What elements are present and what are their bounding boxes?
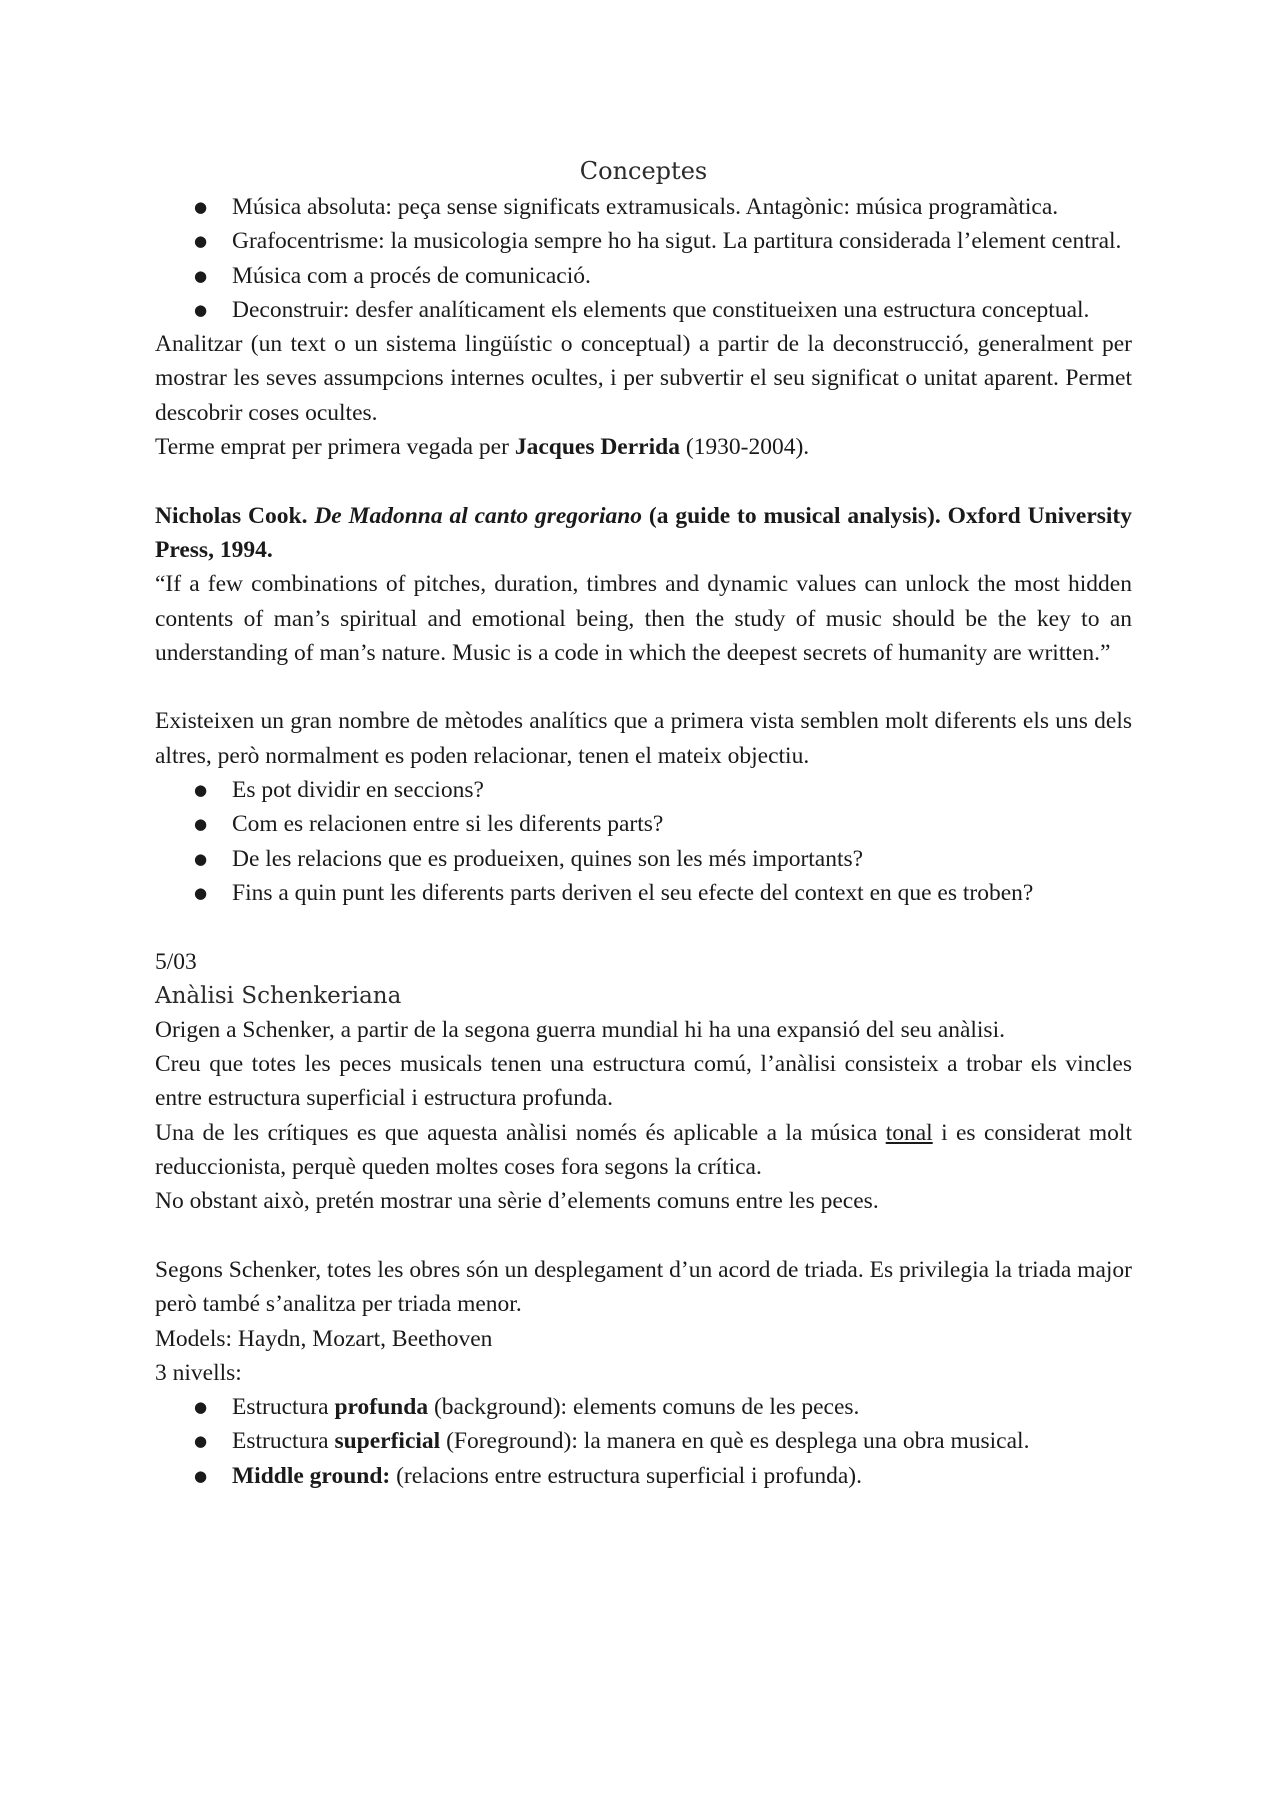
schenker-p3-pre: Una de les crítiques es que aquesta anàlisi només és aplicable a la música [155,1119,886,1146]
list-item [232,1459,1132,1493]
list-item: ● Deconstruir: desfer analíticament els elements que constitueixen una estructura conceptual. [232,293,1132,327]
schenker-paragraph-3 [155,1116,1132,1185]
reference-citation [155,499,1132,568]
levels-list [155,1390,1132,1493]
list-item [232,1390,1132,1424]
levels-label: 3 nivells: [155,1359,242,1386]
level-post: (relacions entre estructura superficial i profunda). [390,1462,862,1489]
level-term: profunda [334,1394,429,1421]
list-item: ● Música absoluta: peça sense significats extramusicals. Antagònic: música programàtica. [232,190,1132,224]
methods-intro: Existeixen un gran nombre de mètodes analítics que a primera vista semblen molt diferents els uns dels altres, però normalment es poden relacionar, tenen el mateix objectiu. [155,708,1132,769]
level-term: Middle ground: [232,1462,391,1489]
reference-rest: (a guide to musical analysis). Oxford University Press, 1994. [155,502,1132,563]
derrida-line-post: (1930-2004). [679,434,810,461]
section-title-schenker: Anàlisi Schenkeriana [155,982,402,1009]
models-line: Models: Haydn, Mozart, Beethoven [155,1325,493,1352]
concepts-list [155,190,1132,327]
deconstruction-paragraph: Analitzar (un text o un sistema lingüístic o conceptual) a partir de la deconstrucció, generalment per mostrar les seves assumpcions internes ocultes, i per subvertir el seu significat o unitat aparent. Permet descobrir coses ocultes. [155,331,1132,426]
spacer [155,670,1132,704]
schenker-paragraph-1: Origen a Schenker, a partir de la segona guerra mundial hi ha una expansió del seu anàlisi. [155,1016,1005,1043]
derrida-line [155,430,1132,464]
derrida-name: Jacques Derrida [514,434,680,461]
list-item: ● Fins a quin punt les diferents parts deriven el seu efecte del context en que es troben? [232,876,1132,910]
spacer [155,910,1132,944]
list-item: ● Es pot dividir en seccions? [232,773,1132,807]
level-post: (Foreground): la manera en què es desplega una obra musical. [440,1428,1030,1455]
session-date: 5/03 [155,948,197,975]
list-item: ● Música com a procés de comunicació. [232,259,1132,293]
list-item: ● Com es relacionen entre si les diferents parts? [232,807,1132,841]
spacer [155,464,1132,498]
list-item: ● Grafocentrisme: la musicologia sempre ho ha sigut. La partitura considerada l’element central. [232,224,1132,258]
schenker-paragraph-2: Creu que totes les peces musicals tenen una estructura comú, l’anàlisi consisteix a trobar els vincles entre estructura superficial i estructura profunda. [155,1051,1132,1112]
level-pre: Estructura [232,1428,335,1455]
schenker-paragraph-5: Segons Schenker, totes les obres són un desplegament d’un acord de triada. Es privilegia la triada major però també s’analitza per triada menor. [155,1256,1132,1318]
level-pre: Estructura [232,1394,335,1421]
underlined-term-tonal: tonal [885,1119,933,1146]
methods-questions-list [155,773,1132,910]
list-item: ● De les relacions que es produeixen, quines son les més importants? [232,842,1132,876]
reference-author: Nicholas Cook. [155,502,308,529]
reference-book-title: De Madonna al canto gregoriano [314,502,643,529]
section-title-conceptes: Conceptes [579,157,708,185]
list-item [232,1424,1132,1458]
reference-quote: “If a few combinations of pitches, duration, timbres and dynamic values can unlock the most hidden contents of man’s spiritual and emotional being, then the study of music should be the key to an understanding of man’s nature. Music is a code in which the deepest secrets of humanity are written.” [155,571,1132,666]
derrida-line-pre: Terme emprat per primera vegada per [155,434,515,461]
level-term: superficial [334,1428,441,1455]
schenker-paragraph-4: No obstant això, pretén mostrar una sèrie d’elements comuns entre les peces. [155,1188,879,1215]
spacer [155,1219,1132,1253]
level-post: (background): elements comuns de les peces. [428,1394,860,1421]
schenker-p3-post: i es considerat molt reduccionista, perquè queden moltes coses fora segons la crítica. [155,1119,1132,1181]
